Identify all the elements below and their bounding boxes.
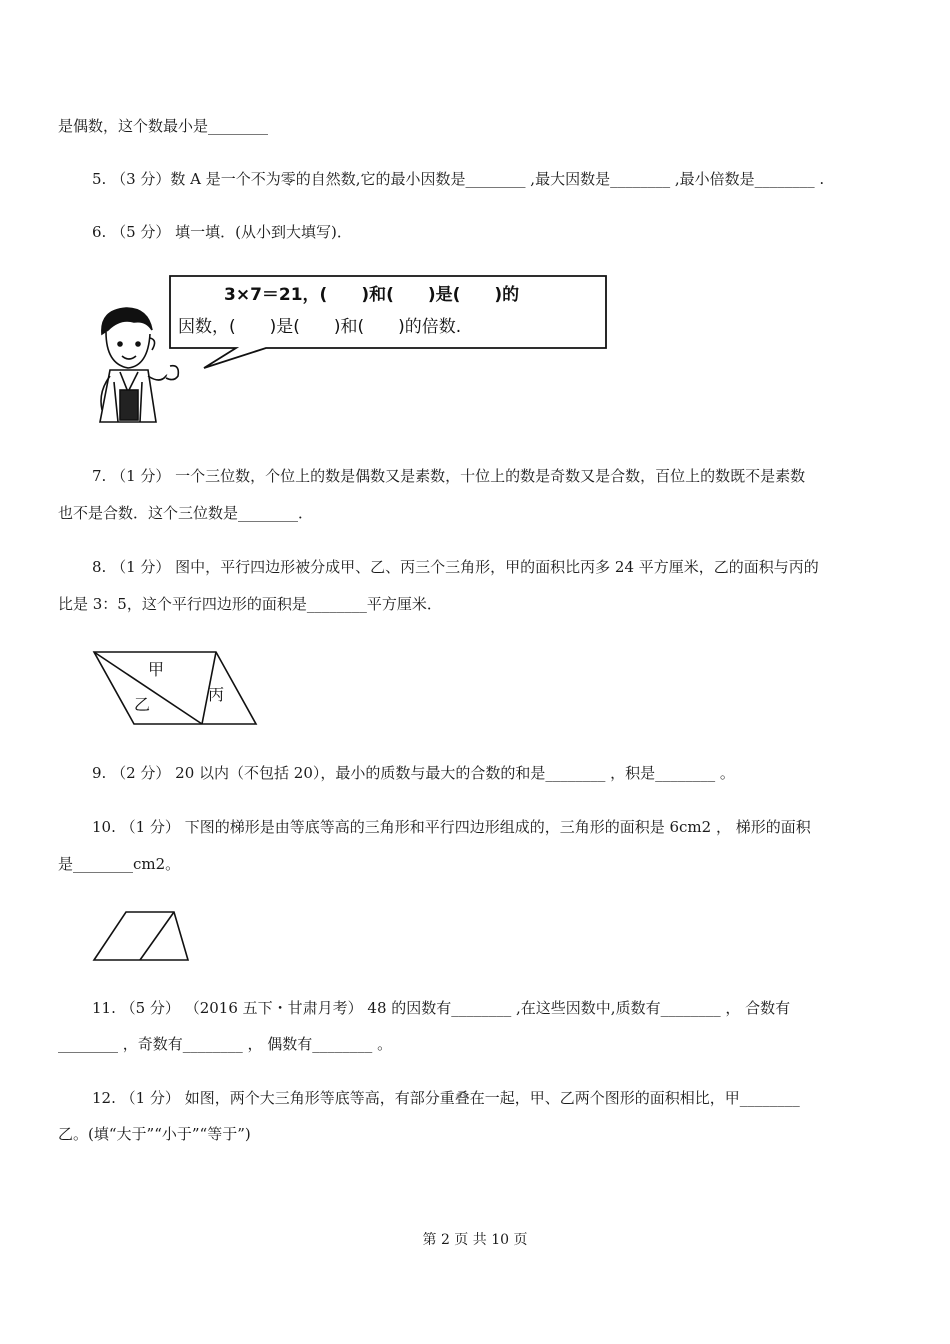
question-6: 6. （5 分） 填一填．(从小到大填写)． xyxy=(92,223,352,241)
bubble-row-1: 3×7＝21，( )和( )是( )的 xyxy=(224,285,520,305)
question-9: 9. （2 分） 20 以内（不包括 20），最小的质数与最大的合数的和是________ ，积是________ 。 xyxy=(92,764,735,782)
label-jia: 甲 xyxy=(148,660,165,679)
question-10-line-2: 是________cm2。 xyxy=(58,855,181,873)
question-10-line-1: 10. （1 分） 下图的梯形是由等底等高的三角形和平行四边形组成的，三角形的面积是 6cm2 ， 梯形的面积 xyxy=(92,818,811,836)
question-12-line-1: 12. （1 分） 如图，两个大三角形等底等高，有部分重叠在一起，甲、乙两个图形的面积相比，甲________ xyxy=(92,1089,800,1107)
label-bing: 丙 xyxy=(208,685,225,704)
page-footer: 第 2 页 共 10 页 xyxy=(422,1232,528,1248)
question-8-line-2: 比是 3：5，这个平行四边形的面积是________平方厘米． xyxy=(58,595,442,613)
question-7-line-2: 也不是合数．这个三位数是________． xyxy=(58,504,314,522)
bubble-row-2: 因数，( )是( )和( )的倍数. xyxy=(178,317,462,337)
question-11-line-1: 11. （5 分） （2016 五下・甘肃月考） 48 的因数有________ ,在这些因数中,质数有________ ， 合数有 xyxy=(92,999,791,1017)
question-4-continuation: 是偶数，这个数最小是________ xyxy=(58,117,269,135)
question-11-line-2: ________ ，奇数有________ ， 偶数有________ 。 xyxy=(58,1035,393,1053)
boy-speech-figure xyxy=(86,272,616,432)
question-12-line-2: 乙。(填“大于”“小于”“等于”) xyxy=(58,1125,251,1143)
parallelogram-figure xyxy=(90,648,262,730)
speech-bubble xyxy=(170,276,606,368)
question-7-line-1: 7. （1 分） 一个三位数，个位上的数是偶数又是素数，十位上的数是奇数又是合数，百位上的数既不是素数 xyxy=(92,467,806,485)
boy-illustration xyxy=(100,308,178,422)
trapezoid-figure xyxy=(90,908,192,966)
question-5: 5. （3 分）数 A 是一个不为零的自然数,它的最小因数是________ ,最大因数是________ ,最小倍数是________ . xyxy=(92,170,825,188)
question-8-line-1: 8. （1 分） 图中，平行四边形被分成甲、乙、丙三个三角形，甲的面积比丙多 24 平方厘米，乙的面积与丙的 xyxy=(92,558,819,576)
label-yi: 乙 xyxy=(134,695,151,714)
